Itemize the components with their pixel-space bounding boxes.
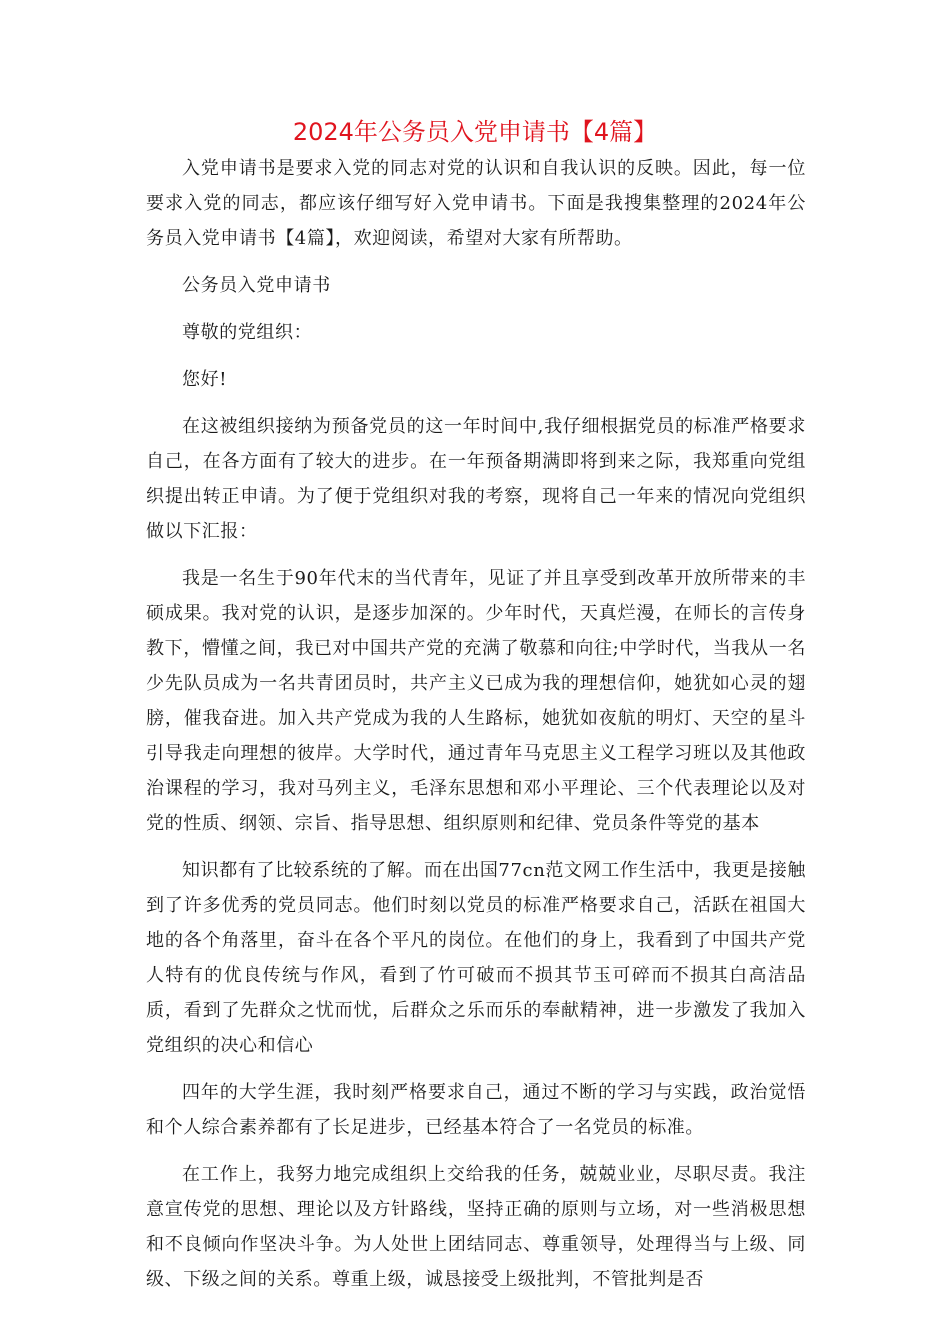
body-paragraph: 四年的大学生涯，我时刻严格要求自己，通过不断的学习与实践，政治觉悟和个人综合素养都有了长足进步，已经基本符合了一名党员的标准。 — [146, 1082, 806, 1138]
body-paragraph: 在这被组织接纳为预备党员的这一年时间中,我仔细根据党员的标准严格要求自己，在各方面有了较大的进步。在一年预备期满即将到来之际，我郑重向党组织提出转正申请。为了便于党组织对我的考察，现将自己一年来的情况向党组织做以下汇报： — [146, 416, 806, 542]
body-paragraph: 我是一名生于90年代末的当代青年，见证了并且享受到改革开放所带来的丰硕成果。我对党的认识，是逐步加深的。少年时代，天真烂漫，在师长的言传身教下，懵懂之间，我已对中国共产党的充满了敬慕和向往;中学时代，当我从一名少先队员成为一名共青团员时，共产主义已成为我的理想信仰，她犹如心灵的翅膀，催我奋进。加入共产党成为我的人生路标，她犹如夜航的明灯、天空的星斗引导我走向理想的彼岸。大学时代，通过青年马克思主义工程学习班以及其他政治课程的学习，我对马列主义，毛泽东思想和邓小平理论、三个代表理论以及对党的性质、纲领、宗旨、指导思想、组织原则和纪律、党员条件等党的基本 — [146, 568, 806, 834]
intro-paragraph: 入党申请书是要求入党的同志对党的认识和自我认识的反映。因此，每一位要求入党的同志，都应该仔细写好入党申请书。下面是我搜集整理的2024年公务员入党申请书【4篇】，欢迎阅读，希望对大家有所帮助。 — [146, 158, 806, 249]
body-paragraph: 在工作上，我努力地完成组织上交给我的任务，兢兢业业，尽职尽责。我注意宣传党的思想、理论以及方针路线，坚持正确的原则与立场，对一些消极思想和不良倾向作坚决斗争。为人处世上团结同志、尊重领导，处理得当与上级、同级、下级之间的关系。尊重上级，诚恳接受上级批判，不管批判是否 — [146, 1164, 806, 1290]
document-body — [146, 151, 806, 1297]
body-paragraph: 知识都有了比较系统的了解。而在出国77cn范文网工作生活中，我更是接触到了许多优秀的党员同志。他们时刻以党员的标准严格要求自己，活跃在祖国大地的各个角落里，奋斗在各个平凡的岗位。在他们的身上，我看到了中国共产党人特有的优良传统与作风，看到了竹可破而不损其节玉可碎而不损其白高洁品质，看到了先群众之忧而忧，后群众之乐而乐的奉献精神，进一步激发了我加入党组织的决心和信心 — [146, 860, 806, 1056]
greeting: 您好! — [182, 369, 228, 390]
letter-heading: 公务员入党申请书 — [182, 275, 331, 296]
document-title: 2024年公务员入党申请书【4篇】 — [292, 118, 658, 146]
salutation: 尊敬的党组织： — [182, 322, 313, 343]
